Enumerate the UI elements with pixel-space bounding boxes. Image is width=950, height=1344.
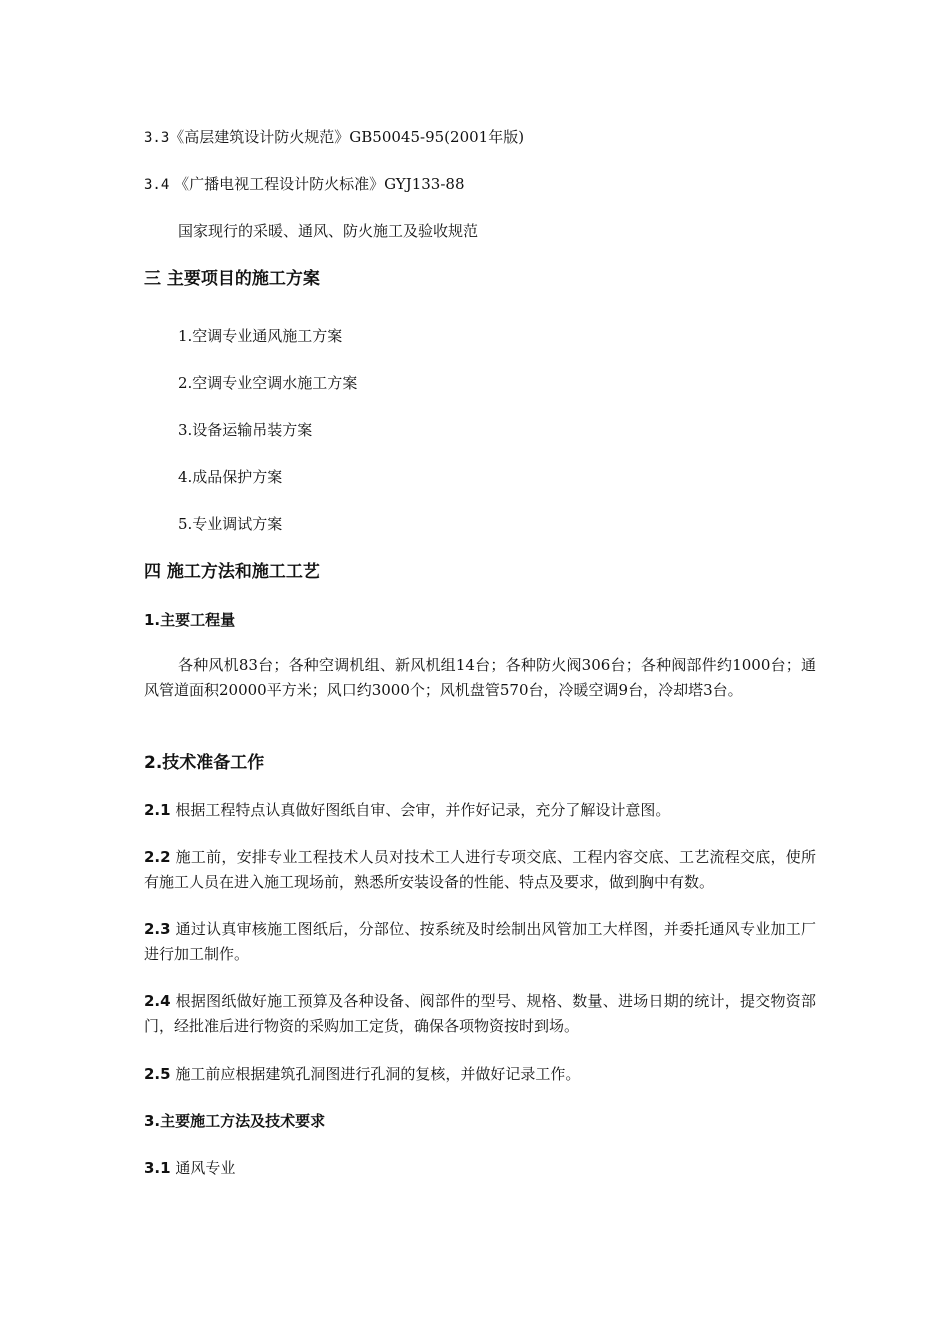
item-text: 通风专业 [170, 1159, 236, 1177]
quantities-paragraph: 各种风机83台；各种空调机组、新风机组14台；各种防火阀306台；各种阀部件约1000台；通风管道面积20000平方米；风口约3000个；风机盘管570台，冷暖空调9台，冷却塔3台。 [144, 656, 816, 699]
item-number: 2.3 [144, 920, 171, 938]
item-text: 施工前应根据建筑孔洞图进行孔洞的复核，并做好记录工作。 [170, 1065, 581, 1083]
quantities-heading: 1.主要工程量 [144, 611, 236, 629]
reference-3-4 [144, 174, 465, 195]
plan-item: 5.专业调试方案 [178, 515, 283, 533]
plan-item: 4.成品保护方案 [178, 468, 283, 486]
item-number: 2.4 [144, 992, 171, 1010]
item-number: 2.1 [144, 801, 171, 819]
tech-prep-item-2-2 [144, 845, 816, 895]
ventilation-subsection [144, 1158, 235, 1178]
tech-prep-item-2-4 [144, 989, 816, 1039]
item-text: 通过认真审核施工图纸后，分部位、按系统及时绘制出风管加工大样图，并委托通风专业加工厂进行加工制作。 [144, 920, 816, 963]
item-text: 根据工程特点认真做好图纸自审、会审，并作好记录，充分了解设计意图。 [170, 801, 671, 819]
methods-heading: 3.主要施工方法及技术要求 [144, 1112, 326, 1130]
reference-text: 《高层建筑设计防火规范》GB50045-95(2001年版) [169, 128, 525, 146]
reference-number: 3.3 [144, 130, 170, 146]
item-text: 施工前，安排专业工程技术人员对技术工人进行专项交底、工程内容交底、工艺流程交底，使所有施工人员在进入施工现场前，熟悉所安装设备的性能、特点及要求，做到胸中有数。 [144, 848, 816, 891]
tech-prep-item-2-3 [144, 917, 816, 967]
item-number: 3.1 [144, 1159, 171, 1177]
tech-prep-item-2-5 [144, 1062, 816, 1087]
plan-item: 3.设备运输吊装方案 [178, 421, 313, 439]
reference-3-3 [144, 127, 524, 148]
reference-text: 《广播电视工程设计防火标准》GYJ133-88 [169, 175, 465, 193]
item-number: 2.5 [144, 1065, 171, 1083]
tech-prep-heading: 2.技术准备工作 [144, 753, 265, 773]
plan-item: 2.空调专业空调水施工方案 [178, 374, 358, 392]
reference-number: 3.4 [144, 177, 170, 193]
national-norms-line: 国家现行的采暖、通风、防火施工及验收规范 [178, 222, 479, 240]
section-3-heading: 三 主要项目的施工方案 [144, 269, 320, 289]
section-4-heading: 四 施工方法和施工工艺 [144, 562, 320, 582]
item-text: 根据图纸做好施工预算及各种设备、阀部件的型号、规格、数量、进场日期的统计，提交物资部门，经批准后进行物资的采购加工定货，确保各项物资按时到场。 [144, 992, 816, 1035]
tech-prep-item-2-1 [144, 798, 816, 823]
item-number: 2.2 [144, 848, 171, 866]
plan-item: 1.空调专业通风施工方案 [178, 327, 343, 345]
